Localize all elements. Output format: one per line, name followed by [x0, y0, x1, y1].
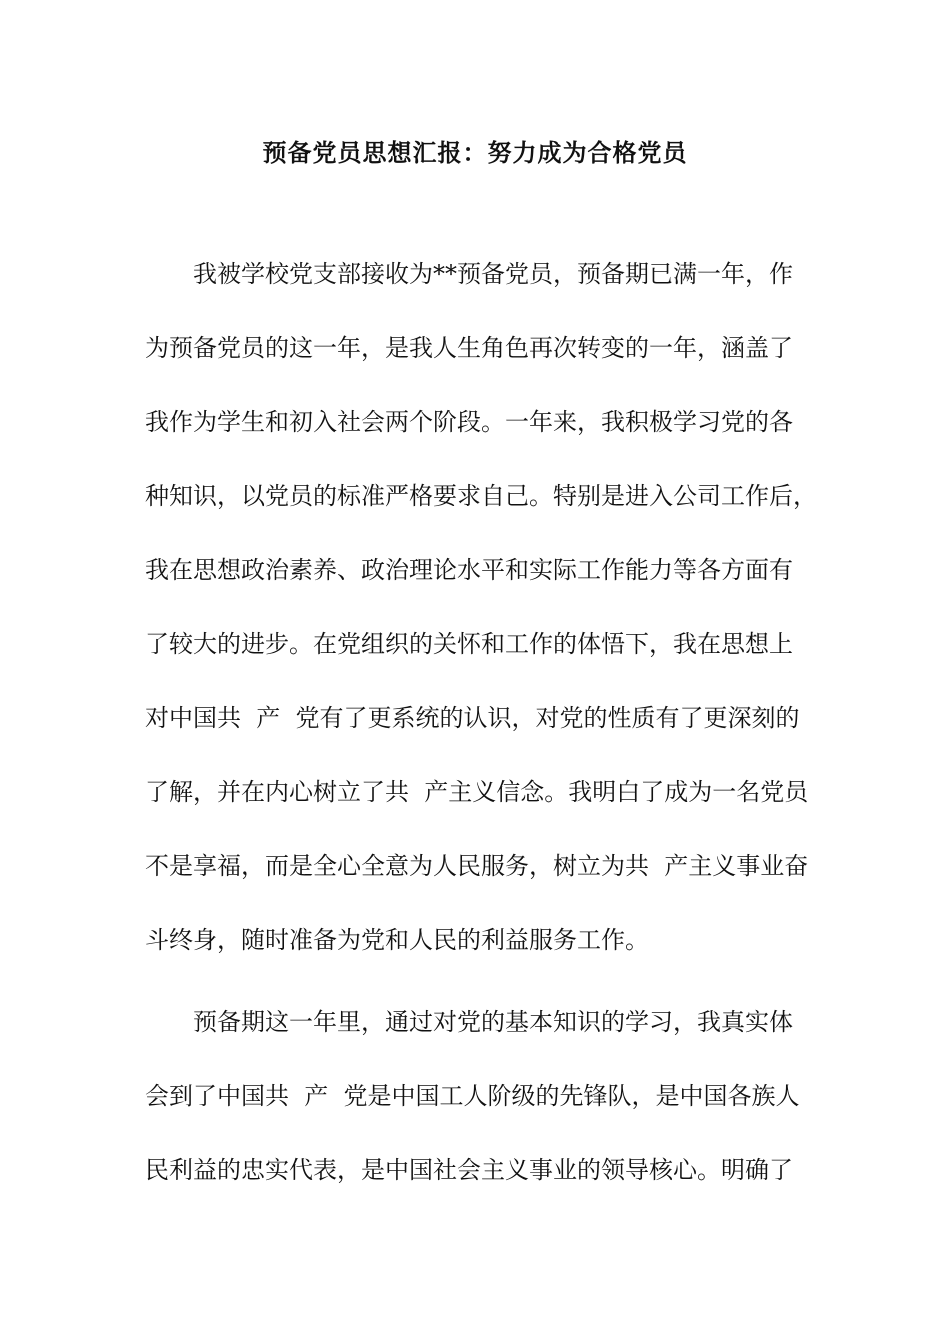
paragraph-1-line-8: 了解，并在内心树立了共 产主义信念。我明白了成为一名党员 — [145, 778, 809, 806]
paragraph-1-line-4: 种知识，以党员的标准严格要求自己。特别是进入公司工作后， — [145, 482, 817, 510]
paragraph-2-line-2: 会到了中国共 产 党是中国工人阶级的先锋队，是中国各族人 — [145, 1082, 800, 1110]
paragraph-1-line-2: 为预备党员的这一年，是我人生角色再次转变的一年，涵盖了 — [145, 334, 793, 362]
paragraph-1-line-6: 了较大的进步。在党组织的关怀和工作的体悟下，我在思想上 — [145, 630, 793, 658]
paragraph-1-line-10: 斗终身，随时准备为党和人民的利益服务工作。 — [145, 926, 649, 954]
paragraph-1-line-7: 对中国共 产 党有了更系统的认识，对党的性质有了更深刻的 — [145, 704, 800, 732]
paragraph-2-line-3: 民利益的忠实代表，是中国社会主义事业的领导核心。明确了 — [145, 1156, 793, 1184]
document-title: 预备党员思想汇报：努力成为合格党员 — [262, 138, 688, 167]
paragraph-1-line-3: 我作为学生和初入社会两个阶段。一年来，我积极学习党的各 — [145, 408, 793, 436]
paragraph-1-line-5: 我在思想政治素养、政治理论水平和实际工作能力等各方面有 — [145, 556, 793, 584]
paragraph-1-line-1: 我被学校党支部接收为**预备党员，预备期已满一年，作 — [193, 260, 793, 288]
paragraph-2-line-1: 预备期这一年里，通过对党的基本知识的学习，我真实体 — [193, 1008, 793, 1036]
paragraph-1-line-9: 不是享福，而是全心全意为人民服务，树立为共 产主义事业奋 — [145, 852, 809, 880]
